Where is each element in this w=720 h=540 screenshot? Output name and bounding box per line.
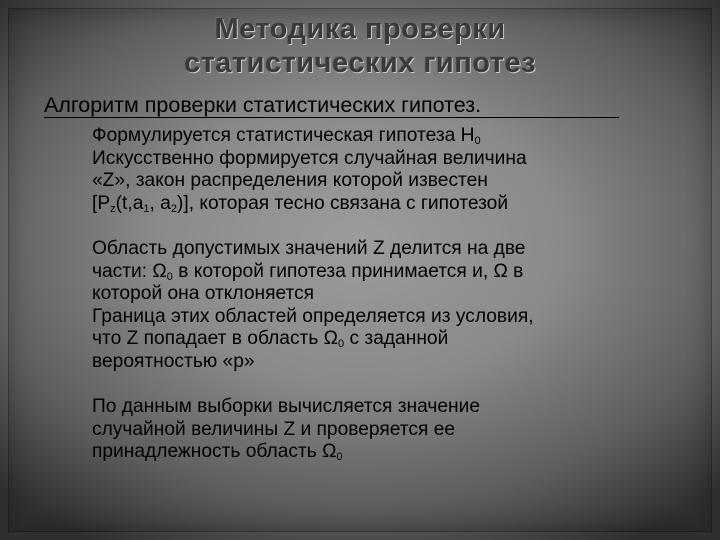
item-text: Граница этих областей определяется из условия, [92,305,534,327]
subtitle-underline [44,117,619,118]
item-subscript: 2 [170,202,177,215]
slide-subtitle: Алгоритм проверки статистических гипотез. [44,93,482,117]
slide-title [80,12,640,80]
item-subscript: 0 [166,270,173,283]
item-text: Формулируется статистическая гипотеза Н [92,125,475,146]
list-item-random-variable [92,148,667,216]
item-subscript: 0 [474,135,481,147]
item-text: , a [149,192,171,214]
item-text: что Z попадает в область Ω [92,328,339,349]
item-list [92,125,667,464]
item-text: принадлежность область Ω [92,441,337,462]
item-text: Область допустимых значений Z делится на две [92,238,526,259]
list-item-boundary [92,306,667,374]
list-item-hypothesis [92,125,667,148]
item-subscript: 0 [338,338,345,350]
item-text: которой она отклоняется [92,283,315,304]
item-text: )], которая тесно связана с гипотезой [176,192,509,214]
title-line-2: статистических гипотез [183,47,537,79]
spacer [92,373,667,396]
item-subscript: 0 [336,451,343,463]
item-subscript: 1 [143,202,150,215]
item-text: в которой гипотеза принимается и, Ω в [172,260,524,282]
item-text: вероятностью «р» [92,350,255,372]
item-subscript: z [110,202,116,215]
item-text: (t,a [115,192,144,214]
spacer [92,215,667,238]
item-text: случайной величины Z и проверяется ее [92,418,456,440]
item-text: Искусственно формируется случайная величина [92,147,527,169]
list-item-value-domain [92,238,667,306]
item-text: части: Ω [92,260,167,282]
list-item-sample-check [92,396,667,464]
item-text: По данным выборки вычисляется значение [92,396,481,417]
item-text: [P [92,192,111,214]
title-line-1: Методика проверки [214,13,506,45]
item-text: «Z», закон распределения которой известен [92,170,488,191]
item-text: с заданной [344,328,449,349]
